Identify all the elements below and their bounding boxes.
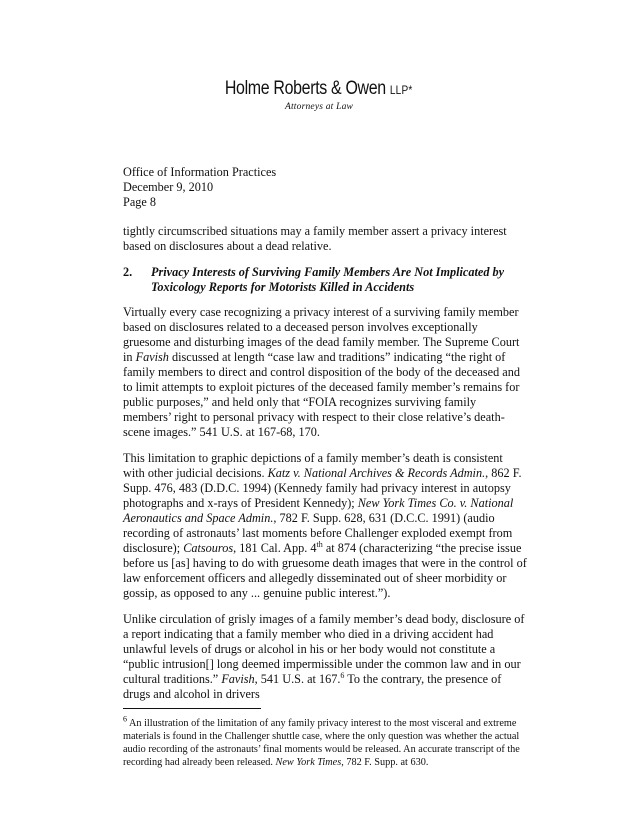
paragraph-2-superscript: th <box>316 539 323 549</box>
letterhead <box>0 78 638 112</box>
page-number: Page 8 <box>123 195 156 209</box>
addressee-block <box>123 165 527 210</box>
firm-name-text: Holme Roberts & Owen <box>225 78 387 99</box>
footnote-reference: 6 <box>340 670 345 680</box>
section-heading <box>123 265 527 295</box>
addressee-office: Office of Information Practices <box>123 165 277 179</box>
firm-suffix: LLP* <box>390 83 413 97</box>
paragraph-1-case-name: Favish <box>135 350 169 364</box>
footnote <box>123 714 527 769</box>
paragraph-2-text-5: at 874 (characterizing “the precise issue before us [as] having to do with gruesome death images that were in the control of law enforcement officers and allegedly disseminated out of sheer morbidity or gossip, as opposed to any ... genuine public interest.”). <box>123 541 527 600</box>
section-number: 2. <box>123 265 133 279</box>
section-title: Privacy Interests of Surviving Family Members Are Not Implicated by Toxicology Reports for Motorists Killed in Accidents <box>151 265 505 294</box>
footnote-case-name: New York Times <box>275 757 342 768</box>
paragraph-2-text-4: , 181 Cal. App. 4 <box>233 541 317 555</box>
firm-tagline: Attorneys at Law <box>284 102 354 112</box>
letter-date: December 9, 2010 <box>123 180 214 194</box>
body-paragraph-2 <box>123 451 527 601</box>
footnote-text-1: An illustration of the limitation of any family privacy interest to the most visceral and extreme materials is found in the Challenger shuttle case, where the only question was whether the actual audio recording of the astronauts’ final moments would be released. An accurate transcript of the recording had already been released. <box>123 718 520 768</box>
paragraph-3-case-name: Favish <box>221 672 255 686</box>
paragraph-2-case-name-2: New York Times Co. v. National Aeronautics and Space Admin. <box>123 496 514 525</box>
paragraph-1-text-1: Virtually every case recognizing a privacy interest of a surviving family member based on disclosures related to a deceased person involves exceptionally gruesome and disturbing images of the dead family member. The Supreme Court in <box>123 305 520 364</box>
body-paragraph-1 <box>123 305 527 440</box>
paragraph-3-text-1: Unlike circulation of grisly images of a family member’s dead body, disclosure of a report indicating that a family member who died in a driving accident had unlawful levels of drugs or alcohol in his or her body would not constitute a “public intrusion[] long deemed impermissible under the common law and in our cultural traditions.” <box>123 612 525 686</box>
firm-name <box>225 78 413 100</box>
paragraph-2-case-name-1: Katz v. National Archives & Records Admin. <box>267 466 486 480</box>
body-paragraph-3 <box>123 612 527 702</box>
paragraph-2-text-3: , 782 F. Supp. 628, 631 (D.C.C. 1991) (audio recording of astronauts’ last moments before Challenger exploded exempt from disclosure); <box>123 511 513 555</box>
intro-paragraph: tightly circumscribed situations may a family member assert a privacy interest based on disclosures about a dead relative. <box>123 224 507 253</box>
footnote-divider <box>123 708 261 709</box>
letter-body <box>123 165 527 769</box>
paragraph-2-text-1: This limitation to graphic depictions of a family member’s death is consistent with other judicial decisions. <box>123 451 503 480</box>
paragraph-3-text-3: To the contrary, the presence of drugs and alcohol in drivers <box>123 672 502 701</box>
paragraph-2-case-name-3: Catsouros <box>183 541 234 555</box>
paragraph-3-text-2: , 541 U.S. at 167. <box>254 672 341 686</box>
footnote-marker: 6 <box>123 714 127 724</box>
paragraph-1-text-2: discussed at length “case law and traditions” indicating “the right of family members to direct and control disposition of the body of the deceased and to limit attempts to exploit pictures of the deceased family member’s remains for public purposes,” and held only that “FOIA recognizes surviving family members’ right to personal privacy with respect to their close relative’s death-scene images.” 541 U.S. at 167-68, 170. <box>123 350 520 439</box>
footnote-text-2: , 782 F. Supp. at 630. <box>341 757 429 768</box>
paragraph-2-text-2: , 862 F. Supp. 476, 483 (D.D.C. 1994) (Kennedy family had privacy interest in autopsy photographs and x-rays of President Kennedy); <box>123 466 522 510</box>
